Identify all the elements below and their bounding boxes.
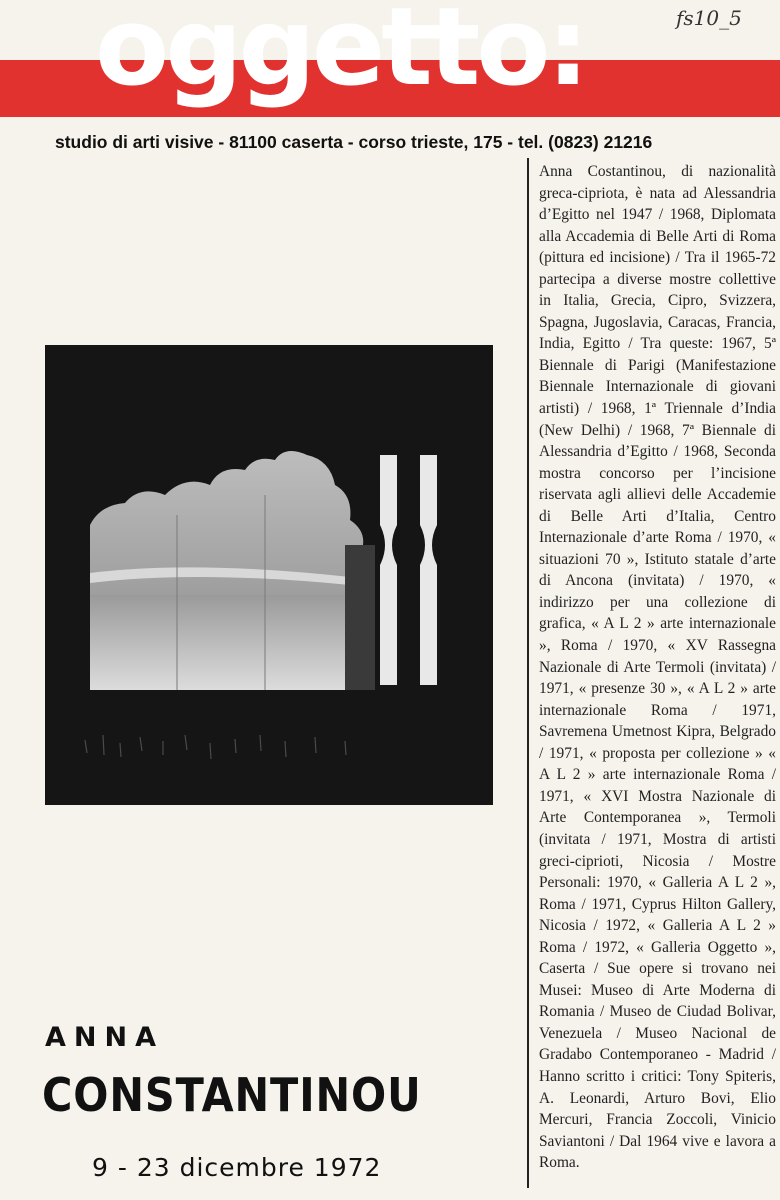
artist-last-name: CONSTANTINOU: [42, 1068, 422, 1122]
artist-first-name: ANNA: [45, 1022, 164, 1053]
gallery-logo: oggetto:: [95, 0, 586, 110]
artwork-image: [45, 345, 493, 805]
handwritten-note: fs10_5: [676, 6, 742, 30]
artist-biography: Anna Costantinou, di nazionalità greca-cipriota, è nata ad Alessandria d’Egitto nel 1947 / 1968, Diplomata alla Accademia di Belle Arti di Roma (pittura ed incisione) / Tra il 1965-72 partecipa a diverse mostre collettive in Italia, Grecia, Cipro, Svizzera, Spagna, Jugoslavia, Caracas, Francia, India, Egitto / Tra queste: 1967, 5ª Biennale di Parigi (Manifestazione Biennale Internazionale di giovani artisti) / 1968, 1ª Triennale d’India (New Delhi) / 1968, 7ª Biennale di Alessandria d’Egitto / 1968, Seconda mostra concorso per l’incisione riservata agli allievi delle Accademie di Belle Arti d’Italia, Centro Internazionale d’arte Roma / 1970, « situazioni 70 », Istituto statale d’arte di Ancona (invitata) / 1970, « indirizzo per una collezione di grafica, « A L 2 » arte internazionale », Roma / 1970, « XV Rassegna Nazionale di Arte Termoli (invitata) / 1971, « presenze 30 », « A L 2 » arte internazionale Roma / 1971, Savremena Umetnost Kipra, Belgrado / 1971, « proposta per collezione » « A L 2 » arte internazionale Roma / 1971, « XVI Mostra Nazionale di Arte Contemporanea », Termoli (invitata / 1971, Mostra di artisti greci-ciprioti, Nicosia / Mostre Personali: 1970, « Galleria A L 2 », Roma / 1971, Cyprus Hilton Gallery, Nicosia / 1972, « Galleria A L 2 » Roma / 1972, « Galleria Oggetto », Caserta / Sue opere si trovano nei Musei: Museo di Arte Moderna di Romania / Museo de Ciudad Bolivar, Venezuela / Museo Nacional de Gradabo Contemporaneo - Madrid / Hanno scritto i critici: Tony Spiteris, A. Leonardi, Arturo Bovi, Elio Mercuri, Francia Zoccoli, Vinicio Saviantoni / Dal 1964 vive e lavora a Roma.: [539, 163, 776, 1172]
column-divider: [527, 158, 529, 1188]
exhibition-dates: 9 - 23 dicembre 1972: [92, 1153, 382, 1182]
gallery-address: studio di arti visive - 81100 caserta - corso trieste, 175 - tel. (0823) 21216: [55, 132, 653, 152]
